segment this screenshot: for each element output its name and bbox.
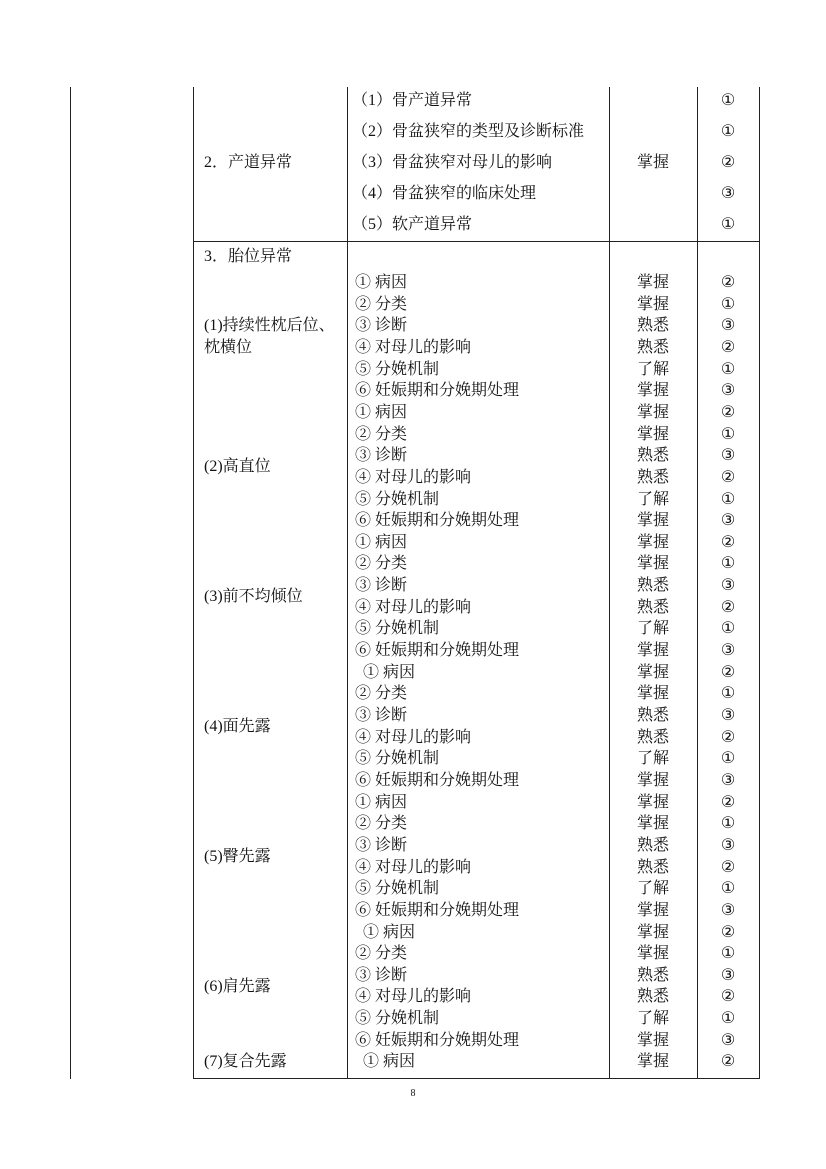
level-cell: ③ <box>720 836 736 854</box>
section-topic: 3．胎位异常 <box>204 248 293 265</box>
syllabus-item: ④ 对母儿的影响 <box>355 988 472 1006</box>
level-cell: ② <box>720 468 736 486</box>
syllabus-item: ② 分类 <box>355 945 408 963</box>
syllabus-item: ③ 诊断 <box>355 577 408 595</box>
group-label <box>204 1051 287 1073</box>
level-cell: ① <box>720 555 736 573</box>
section-topic: 2．产道异常 <box>204 154 293 171</box>
level-cell: ③ <box>720 185 736 202</box>
level-cell: ① <box>720 815 736 833</box>
level-cell: ① <box>720 360 736 378</box>
group-label-line: (2)高直位 <box>204 458 271 476</box>
syllabus-item: ① 病因 <box>363 663 416 681</box>
requirement-cell: 熟悉 <box>636 728 669 746</box>
syllabus-item: ① 病因 <box>363 1053 416 1071</box>
requirement-cell: 掌握 <box>636 771 669 789</box>
requirement-cell: 了解 <box>636 490 669 508</box>
level-cell: ③ <box>720 1031 736 1049</box>
syllabus-item: ④ 对母儿的影响 <box>355 468 472 486</box>
level-cell: ③ <box>720 966 736 984</box>
syllabus-item: ① 病因 <box>355 403 408 421</box>
syllabus-item: ① 病因 <box>355 533 408 551</box>
group-label-line: (7)复合先露 <box>204 1053 287 1071</box>
requirement-cell: 掌握 <box>636 533 669 551</box>
syllabus-item: ④ 对母儿的影响 <box>355 858 472 876</box>
level-cell: ③ <box>720 771 736 789</box>
level-cell: ② <box>720 793 736 811</box>
syllabus-item: ③ 诊断 <box>355 317 408 335</box>
requirement-cell: 掌握 <box>636 945 669 963</box>
syllabus-item: ① 病因 <box>355 274 408 291</box>
level-cell: ③ <box>720 317 736 335</box>
syllabus-item: ⑥ 妊娠期和分娩期处理 <box>355 1031 520 1049</box>
syllabus-item: ④ 对母儿的影响 <box>355 338 472 356</box>
level-cell: ① <box>720 123 736 140</box>
requirement-cell: 掌握 <box>636 642 669 660</box>
level-cell: ② <box>720 533 736 551</box>
level-cell: ② <box>720 338 736 356</box>
syllabus-item: ③ 诊断 <box>355 836 408 854</box>
syllabus-item: ⑤ 分娩机制 <box>355 1010 440 1028</box>
syllabus-item: （5）软产道异常 <box>352 216 473 233</box>
requirement-cell: 掌握 <box>636 923 669 941</box>
syllabus-item: ① 病因 <box>355 793 408 811</box>
requirement-cell: 熟悉 <box>636 707 669 724</box>
level-cell: ① <box>720 425 736 443</box>
syllabus-item: ② 分类 <box>355 555 408 573</box>
syllabus-item: ⑤ 分娩机制 <box>355 880 440 898</box>
group-label <box>204 456 271 478</box>
level-cell: ② <box>720 274 736 291</box>
level-cell: ③ <box>720 382 736 400</box>
syllabus-item: （2）骨盆狭窄的类型及诊断标准 <box>352 123 585 140</box>
level-cell: ② <box>720 923 736 941</box>
syllabus-item: ① 病因 <box>363 923 416 941</box>
syllabus-item: ⑥ 妊娠期和分娩期处理 <box>355 382 520 400</box>
requirement-cell: 掌握 <box>636 1031 669 1049</box>
group-label-line: (4)面先露 <box>204 717 271 735</box>
level-cell: ③ <box>720 707 736 724</box>
requirement-cell: 熟悉 <box>636 966 669 984</box>
requirement-cell: 了解 <box>636 750 669 768</box>
group-label <box>204 586 303 608</box>
syllabus-item: ② 分类 <box>355 425 408 443</box>
requirement-cell: 熟悉 <box>636 988 669 1006</box>
group-label-line: (1)持续性枕后位、 <box>204 317 335 335</box>
level-cell: ① <box>720 620 736 638</box>
syllabus-item: ⑤ 分娩机制 <box>355 360 440 378</box>
level-cell: ② <box>720 988 736 1006</box>
level-cell: ② <box>720 858 736 876</box>
syllabus-item: ③ 诊断 <box>355 447 408 465</box>
requirement-cell: 掌握 <box>636 382 669 400</box>
requirement-cell: 熟悉 <box>636 598 669 616</box>
syllabus-item: ② 分类 <box>355 295 408 313</box>
level-cell: ① <box>720 92 736 109</box>
syllabus-item: （4）骨盆狭窄的临床处理 <box>352 185 537 202</box>
requirement-cell: 掌握 <box>636 295 669 313</box>
level-cell: ① <box>720 295 736 313</box>
level-cell: ② <box>720 403 736 421</box>
requirement-cell: 掌握 <box>636 685 669 703</box>
level-cell: ③ <box>720 642 736 660</box>
syllabus-item: ④ 对母儿的影响 <box>355 728 472 746</box>
syllabus-item: ⑤ 分娩机制 <box>355 490 440 508</box>
requirement-cell: 熟悉 <box>636 447 669 465</box>
syllabus-item: （1）骨产道异常 <box>352 92 473 109</box>
table-column-border <box>193 87 194 1079</box>
syllabus-item: ④ 对母儿的影响 <box>355 598 472 616</box>
level-cell: ① <box>720 216 736 233</box>
requirement-cell: 掌握 <box>636 555 669 573</box>
syllabus-item: ⑥ 妊娠期和分娩期处理 <box>355 512 520 530</box>
requirement-cell: 熟悉 <box>636 338 669 356</box>
level-cell: ③ <box>720 901 736 919</box>
requirement-cell: 掌握 <box>636 1053 669 1071</box>
syllabus-item: ③ 诊断 <box>355 966 408 984</box>
table-bottom-border <box>193 1078 760 1079</box>
requirement-cell: 掌握 <box>636 901 669 919</box>
requirement-cell: 熟悉 <box>636 317 669 335</box>
table-outer-left-border <box>70 87 71 1079</box>
group-label <box>204 716 271 738</box>
table-right-border <box>759 87 760 1079</box>
level-cell: ① <box>720 945 736 963</box>
requirement-cell: 掌握 <box>636 274 669 291</box>
requirement-cell: 了解 <box>636 360 669 378</box>
level-cell: ① <box>720 750 736 768</box>
table-column-border <box>347 87 348 1079</box>
syllabus-item: （3）骨盆狭窄对母儿的影响 <box>352 154 553 171</box>
requirement-cell: 熟悉 <box>636 858 669 876</box>
requirement-cell: 掌握 <box>636 815 669 833</box>
level-cell: ③ <box>720 512 736 530</box>
requirement-cell: 熟悉 <box>636 468 669 486</box>
group-label-line: (5)臀先露 <box>204 847 271 865</box>
level-cell: ② <box>720 598 736 616</box>
page-number: 8 <box>410 1088 416 1099</box>
syllabus-item: ⑥ 妊娠期和分娩期处理 <box>355 771 520 789</box>
requirement-cell: 熟悉 <box>636 577 669 595</box>
level-cell: ② <box>720 663 736 681</box>
requirement-cell: 了解 <box>636 620 669 638</box>
syllabus-item: ⑤ 分娩机制 <box>355 750 440 768</box>
table-row-divider <box>193 241 760 242</box>
level-cell: ② <box>720 728 736 746</box>
requirement-cell: 熟悉 <box>636 836 669 854</box>
syllabus-item: ⑤ 分娩机制 <box>355 620 440 638</box>
requirement-cell: 掌握 <box>636 403 669 421</box>
syllabus-item: ② 分类 <box>355 685 408 703</box>
requirement-cell: 掌握 <box>636 425 669 443</box>
syllabus-item: ⑥ 妊娠期和分娩期处理 <box>355 642 520 660</box>
requirement-cell: 了解 <box>636 1010 669 1028</box>
syllabus-item: ⑥ 妊娠期和分娩期处理 <box>355 901 520 919</box>
level-cell: ③ <box>720 447 736 465</box>
syllabus-item: ③ 诊断 <box>355 707 408 724</box>
level-cell: ③ <box>720 577 736 595</box>
level-cell: ② <box>720 154 736 171</box>
requirement-cell: 掌握 <box>636 793 669 811</box>
level-cell: ① <box>720 490 736 508</box>
level-cell: ① <box>720 880 736 898</box>
level-cell: ① <box>720 685 736 703</box>
requirement-cell: 了解 <box>636 880 669 898</box>
level-cell: ② <box>720 1053 736 1071</box>
group-label <box>204 976 271 998</box>
level-cell: ① <box>720 1010 736 1028</box>
group-label-line: (3)前不均倾位 <box>204 587 303 605</box>
group-label <box>204 315 335 359</box>
group-label <box>204 846 271 868</box>
group-label-line: 枕横位 <box>204 339 253 357</box>
requirement-cell: 掌握 <box>636 512 669 530</box>
group-label-line: (6)肩先露 <box>204 977 271 995</box>
syllabus-item: ② 分类 <box>355 815 408 833</box>
requirement-cell: 掌握 <box>636 663 669 681</box>
requirement-cell: 掌握 <box>636 154 669 171</box>
